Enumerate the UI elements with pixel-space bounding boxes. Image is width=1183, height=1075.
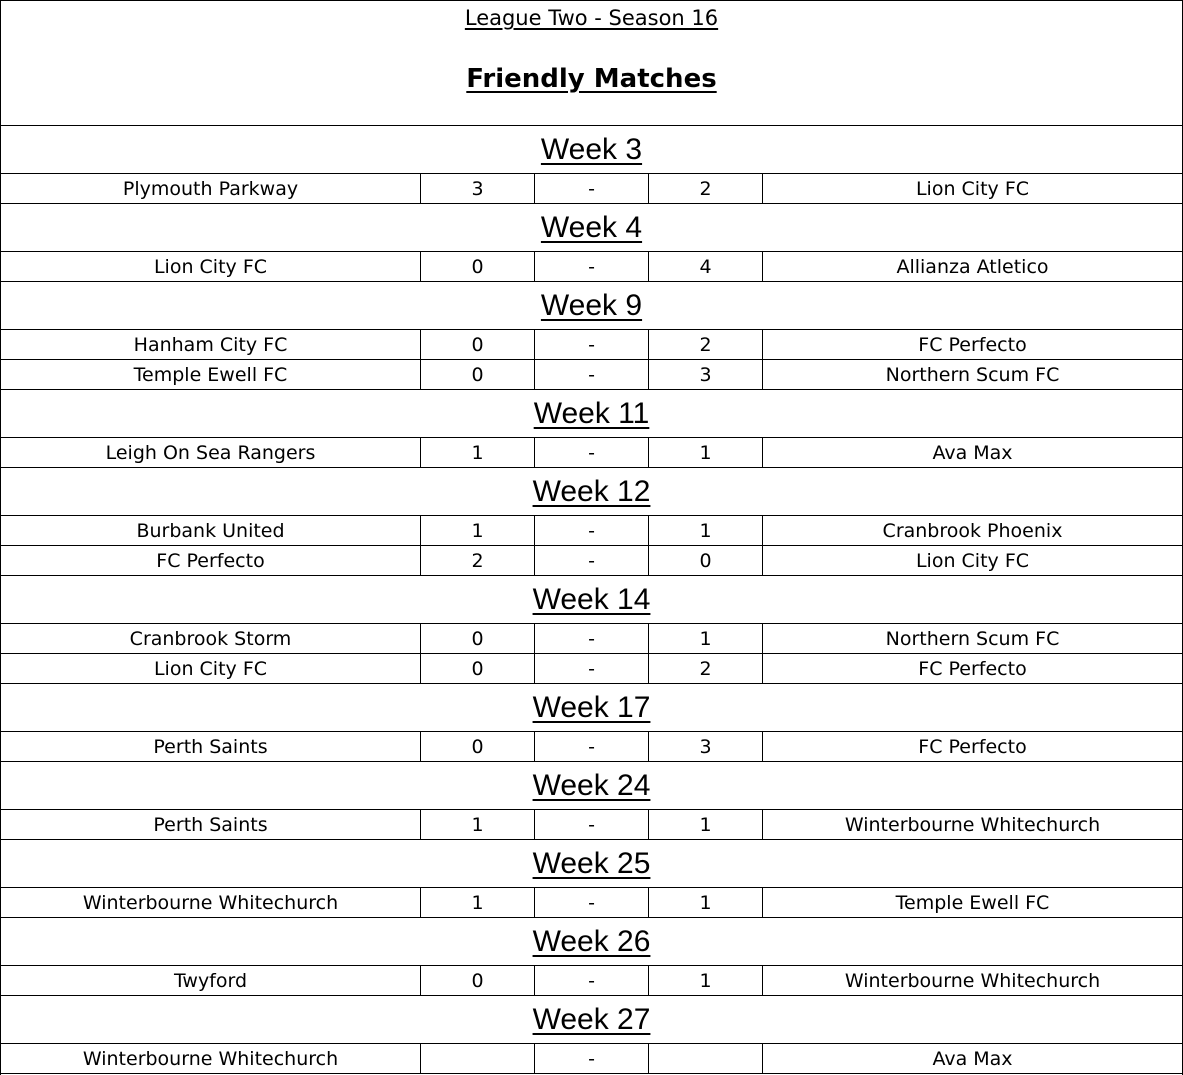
score-separator-cell: -	[535, 654, 649, 683]
home-score-cell: 1	[421, 516, 535, 545]
week-label: Week 9	[540, 289, 643, 322]
home-score-cell: 0	[421, 732, 535, 761]
away-team-cell: Winterbourne Whitechurch	[844, 970, 1101, 992]
away-score-cell: 1	[649, 624, 763, 653]
away-score-cell: 2	[649, 654, 763, 683]
home-score-cell	[421, 1044, 535, 1073]
home-team-cell: Plymouth Parkway	[1, 174, 421, 203]
away-score-cell	[649, 1044, 763, 1073]
home-score-cell: 0	[421, 330, 535, 359]
away-score-cell: 2	[649, 330, 763, 359]
away-team-cell: Temple Ewell FC	[895, 892, 1050, 914]
match-row	[1, 966, 1182, 996]
score-separator-cell: -	[535, 546, 649, 575]
score-separator-cell: -	[535, 438, 649, 467]
home-score-cell: 0	[421, 624, 535, 653]
away-score-cell: 1	[649, 438, 763, 467]
away-score-cell: 1	[649, 516, 763, 545]
home-team-cell: Cranbrook Storm	[1, 624, 421, 653]
week-label: Week 12	[532, 475, 651, 508]
home-score-cell: 2	[421, 546, 535, 575]
home-team-cell: Hanham City FC	[1, 330, 421, 359]
score-separator-cell: -	[535, 516, 649, 545]
week-label: Week 25	[532, 847, 651, 880]
sheet-header	[1, 1, 1182, 126]
week-label: Week 26	[532, 925, 651, 958]
match-row	[1, 330, 1182, 360]
home-team-cell: Perth Saints	[1, 732, 421, 761]
away-team-cell: Northern Scum FC	[885, 628, 1060, 650]
match-row	[1, 888, 1182, 918]
page-title: Friendly Matches	[466, 64, 717, 94]
away-score-cell: 1	[649, 888, 763, 917]
week-label: Week 3	[540, 133, 643, 166]
league-title: League Two - Season 16	[464, 6, 719, 30]
away-score-cell: 1	[649, 966, 763, 995]
home-team-cell: Burbank United	[1, 516, 421, 545]
away-team-cell: Lion City FC	[915, 178, 1030, 200]
away-team-cell: Winterbourne Whitechurch	[844, 814, 1101, 836]
week-heading	[1, 918, 1182, 966]
away-team-cell: Lion City FC	[915, 550, 1030, 572]
home-team-cell: Leigh On Sea Rangers	[1, 438, 421, 467]
away-score-cell: 4	[649, 252, 763, 281]
week-label: Week 17	[532, 691, 651, 724]
week-heading	[1, 282, 1182, 330]
week-heading	[1, 576, 1182, 624]
score-separator-cell: -	[535, 624, 649, 653]
score-separator-cell: -	[535, 888, 649, 917]
score-separator-cell: -	[535, 360, 649, 389]
away-team-cell: Ava Max	[932, 442, 1013, 464]
home-score-cell: 0	[421, 654, 535, 683]
week-label: Week 14	[532, 583, 651, 616]
match-row	[1, 1044, 1182, 1074]
home-team-cell: Twyford	[1, 966, 421, 995]
week-heading	[1, 468, 1182, 516]
away-team-cell: FC Perfecto	[918, 658, 1027, 680]
match-row	[1, 624, 1182, 654]
match-row	[1, 732, 1182, 762]
home-team-cell: Perth Saints	[1, 810, 421, 839]
match-row	[1, 252, 1182, 282]
score-separator-cell: -	[535, 1044, 649, 1073]
match-row	[1, 174, 1182, 204]
away-team-cell: Northern Scum FC	[885, 364, 1060, 386]
week-heading	[1, 390, 1182, 438]
week-heading	[1, 204, 1182, 252]
week-heading	[1, 684, 1182, 732]
weeks-list	[1, 126, 1182, 1074]
away-team-cell: Ava Max	[932, 1048, 1013, 1070]
away-team-cell: Allianza Atletico	[896, 256, 1049, 278]
week-label: Week 24	[532, 769, 651, 802]
home-team-cell: Lion City FC	[1, 252, 421, 281]
home-team-cell: Winterbourne Whitechurch	[1, 1044, 421, 1073]
score-separator-cell: -	[535, 732, 649, 761]
score-separator-cell: -	[535, 966, 649, 995]
away-score-cell: 1	[649, 810, 763, 839]
score-separator-cell: -	[535, 810, 649, 839]
week-heading	[1, 840, 1182, 888]
match-row	[1, 516, 1182, 546]
away-score-cell: 2	[649, 174, 763, 203]
match-row	[1, 810, 1182, 840]
home-score-cell: 1	[421, 888, 535, 917]
away-team-cell: FC Perfecto	[918, 736, 1027, 758]
away-score-cell: 3	[649, 360, 763, 389]
away-score-cell: 3	[649, 732, 763, 761]
week-label: Week 27	[532, 1003, 651, 1036]
score-separator-cell: -	[535, 252, 649, 281]
home-score-cell: 0	[421, 360, 535, 389]
match-row	[1, 438, 1182, 468]
away-team-cell: FC Perfecto	[918, 334, 1027, 356]
week-heading	[1, 126, 1182, 174]
score-separator-cell: -	[535, 330, 649, 359]
match-row	[1, 654, 1182, 684]
week-heading	[1, 762, 1182, 810]
home-score-cell: 0	[421, 966, 535, 995]
week-heading	[1, 996, 1182, 1044]
home-score-cell: 0	[421, 252, 535, 281]
match-row	[1, 546, 1182, 576]
week-label: Week 4	[540, 211, 643, 244]
home-score-cell: 1	[421, 438, 535, 467]
home-team-cell: Winterbourne Whitechurch	[1, 888, 421, 917]
week-label: Week 11	[533, 397, 650, 430]
away-team-cell: Cranbrook Phoenix	[882, 520, 1063, 542]
home-team-cell: FC Perfecto	[1, 546, 421, 575]
match-row	[1, 360, 1182, 390]
home-team-cell: Temple Ewell FC	[1, 360, 421, 389]
away-score-cell: 0	[649, 546, 763, 575]
score-separator-cell: -	[535, 174, 649, 203]
home-team-cell: Lion City FC	[1, 654, 421, 683]
home-score-cell: 1	[421, 810, 535, 839]
home-score-cell: 3	[421, 174, 535, 203]
